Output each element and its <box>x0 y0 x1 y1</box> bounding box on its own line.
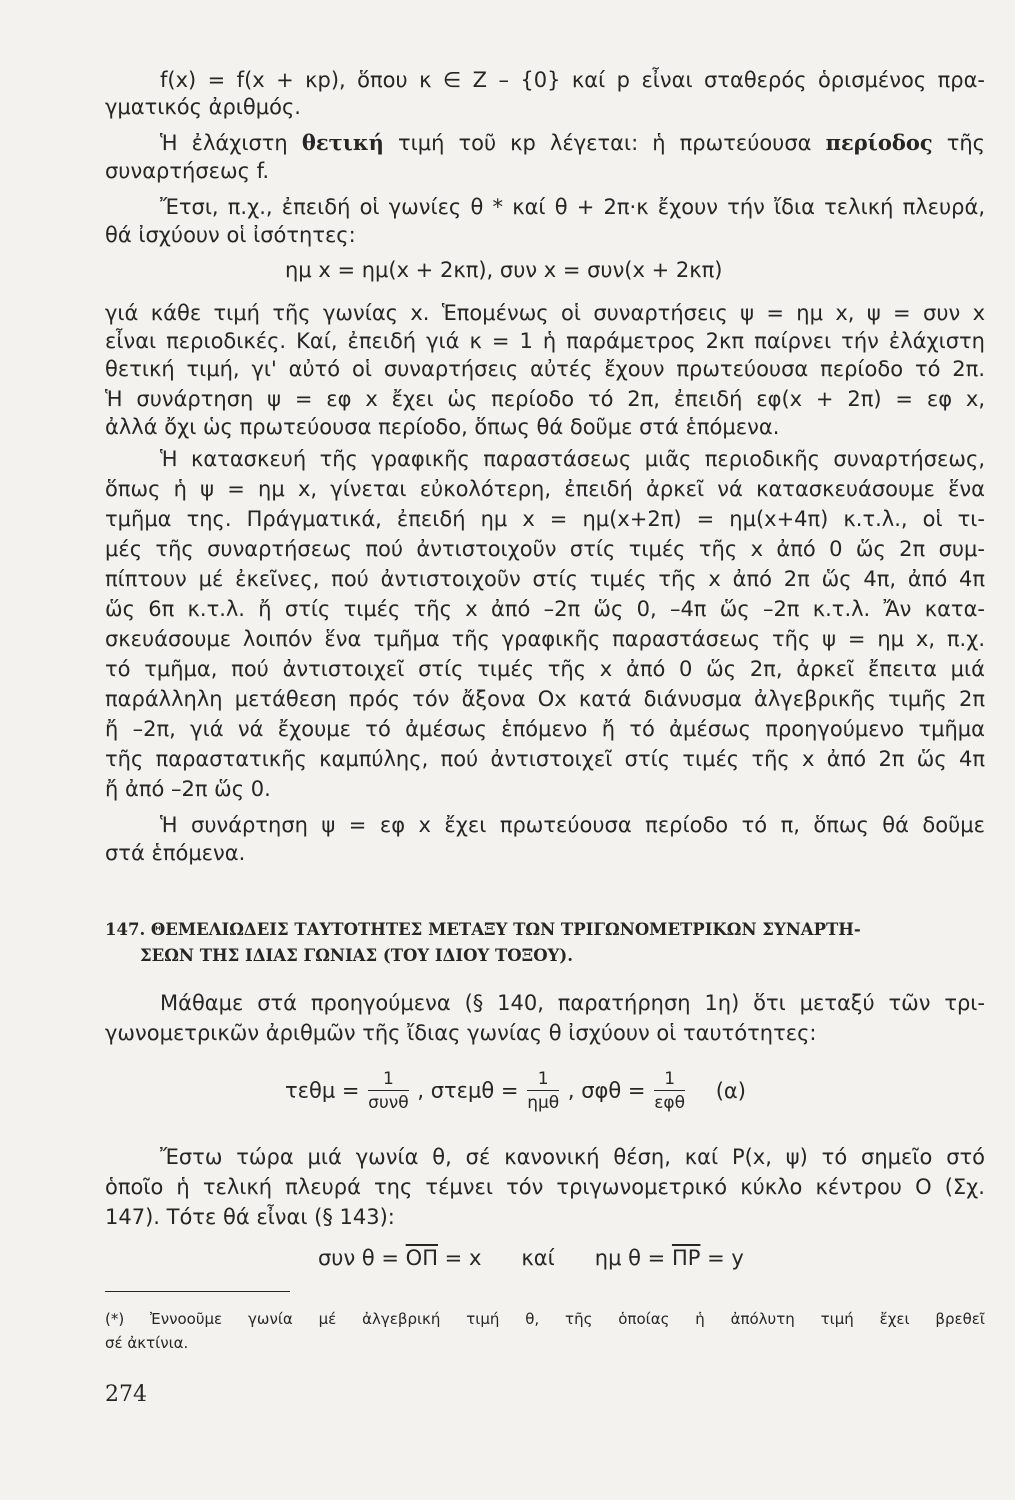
para2-text-e: τῆς <box>932 131 986 155</box>
fraction-denominator: εφθ <box>654 1093 686 1113</box>
para2-text-c: τιμή τοῦ κp λέγεται: ἡ πρωτεύουσα <box>383 131 826 155</box>
para5-line: τό τμῆμα, πού ἀντιστοιχεῖ στίς τιμές τῆς x ἀπό 0 ὥς 2π, ἀρκεῖ ἔπειτα μιά <box>105 657 985 681</box>
para5-line: σκευάσουμε λοιπόν ἕνα τμῆμα τῆς γραφικῆς παραστάσεως τῆς ψ = ημ x, π.χ. <box>105 627 985 651</box>
para2-text-a: Ἡ ἐλάχιστη <box>160 131 302 155</box>
para6-line1: Ἡ συνάρτηση ψ = εφ x ἔχει πρωτεύουσα περίοδο τό π, ὅπως θά δοῦμε <box>160 813 985 837</box>
para4-line: εἶναι περιοδικές. Καί, ἐπειδή γιά κ = 1 ἡ παράμετρος 2κπ παίρνει τήν ἐλάχιστη <box>105 329 985 353</box>
fraction-denominator: ημθ <box>527 1093 560 1113</box>
term-periodos: περίοδος <box>825 130 933 155</box>
para5-line: παράλληλη μετάθεση πρός τόν ἄξονα Ox κατά διάνυσμα ἀλγεβρικῆς τιμῆς 2π <box>105 687 985 711</box>
eq-syn-lhs: συν θ = <box>318 1246 406 1270</box>
section-heading-line1: 147. ΘΕΜΕΛΙΩΔΕΙΣ ΤΑΥΤΟΤΗΤΕΣ ΜΕΤΑΞΥ ΤΩΝ ΤΡΙΓΩΝΟΜΕΤΡΙΚΩΝ ΣΥΝΑΡΤΗ- <box>105 920 861 939</box>
sfth-lhs: , σφθ = <box>567 1078 646 1103</box>
para5-line: τμῆμα της. Πράγματικά, ἐπειδή ημ x = ημ(x+2π) = ημ(x+4π) κ.τ.λ., οἱ τι- <box>105 507 985 531</box>
para2-line2: συναρτήσεως f. <box>105 159 270 183</box>
section-heading-line2: ΣΕΩΝ ΤΗΣ ΙΔΙΑΣ ΓΩΝΙΑΣ (ΤΟΥ ΙΔΙΟΥ ΤΟΞΟΥ). <box>140 946 573 965</box>
equation-label-alpha: (α) <box>715 1078 746 1103</box>
para5-line: ἤ ἀπό –2π ὥς 0. <box>105 777 271 801</box>
fraction-1-over-efth <box>654 1068 685 1115</box>
para5-line: ὥς 6π κ.τ.λ. ἤ στίς τιμές τῆς x ἀπό –2π ὥς 0, –4π ὥς –2π κ.τ.λ. Ἄν κατα- <box>105 597 985 621</box>
footnote-line1: (*) Ἐννοοῦμε γωνία μέ ἀλγεβρική τιμή θ, τῆς ὁποίας ἡ ἀπόλυτη τιμή ἔχει βρεθεῖ <box>105 1310 985 1328</box>
footnote-line2: σέ ἀκτίνια. <box>105 1334 189 1352</box>
para1-line1: f(x) = f(x + κp), ὅπου κ ∈ Z – {0} καί p εἶναι σταθερός ὁρισμένος πρα- <box>160 68 985 92</box>
footnote-rule <box>105 1291 290 1292</box>
eq-rhs: = y <box>700 1246 744 1270</box>
para4-line: θετική τιμή, γι' αὐτό οἱ συναρτήσεις αὐτές ἔχουν πρωτεύουσα περίοδο τό 2π. <box>105 357 985 381</box>
para5-line: Ἡ κατασκευή τῆς γραφικῆς παραστάσεως μιᾶς περιοδικῆς συναρτήσεως, <box>160 447 985 471</box>
para8-line1: Ἔστω τώρα μιά γωνία θ, σέ κανονική θέση, καί P(x, ψ) τό σημεῖο στό <box>160 1145 985 1169</box>
para5-line: τῆς παραστατικῆς καμπύλης, πού ἀντιστοιχεῖ στίς τιμές τῆς x ἀπό 2π ὥς 4π <box>105 747 985 771</box>
para8-line2: ὁποῖο ἡ τελική πλευρά της τέμνει τόν τριγωνομετρικό κύκλο κέντρου O (Σχ. <box>105 1175 985 1199</box>
eq-middle: = x καί ημ θ = <box>438 1246 672 1270</box>
para4-line: γιά κάθε τιμή τῆς γωνίας x. Ἑπομένως οἱ συναρτήσεις ψ = ημ x, ψ = συν x <box>105 301 985 325</box>
para5-line: ὅπως ἡ ψ = ημ x, γίνεται εὐκολότερη, ἐπειδή ἀρκεῖ νά κατασκευάσουμε ἕνα <box>105 477 985 501</box>
para5-line: μές τῆς συναρτήσεως πού ἀντιστοιχοῦν στίς τιμές τῆς x ἀπό 0 ὥς 2π συμ- <box>105 537 985 561</box>
identities-equation <box>285 1068 746 1115</box>
fraction-numerator: 1 <box>527 1068 559 1091</box>
para3-line1: Ἔτσι, π.χ., ἐπειδή οἱ γωνίες θ * καί θ + 2π·κ ἔχουν τήν ἴδια τελική πλευρά, <box>160 195 985 219</box>
para3-line2: θά ἰσχύουν οἱ ἰσότητες: <box>105 223 356 247</box>
segment-PiP: $\overline{\Pi P}$ <box>671 1246 701 1270</box>
fraction-1-over-synth <box>368 1068 409 1115</box>
fraction-numerator: 1 <box>368 1068 409 1091</box>
fraction-1-over-imth <box>527 1068 559 1115</box>
para7-line2: γωνομετρικῶν ἀριθμῶν τῆς ἴδιας γωνίας θ ἰσχύουν οἱ ταυτότητες: <box>105 1021 817 1045</box>
tefthm-lhs: τεθμ = <box>285 1078 360 1103</box>
term-thetiki: θετική <box>301 130 384 155</box>
para4-line: Ἡ συνάρτηση ψ = εφ x ἔχει ὡς περίοδο τό 2π, ἐπειδή εφ(x + 2π) = εφ x, <box>105 387 985 411</box>
fraction-denominator: συνθ <box>368 1093 409 1113</box>
unit-circle-equation <box>318 1246 744 1270</box>
para1-line2: γματικός ἀριθμός. <box>105 95 301 119</box>
segment-OP: $\overline{O\Pi}$ <box>405 1246 438 1270</box>
para6-line2: στά ἑπόμενα. <box>105 841 246 865</box>
stemth-lhs: , στεμθ = <box>417 1078 519 1103</box>
para5-line: ἤ –2π, γιά νά ἔχουμε τό ἀμέσως ἑπόμενο ἤ τό ἀμέσως προηγούμενο τμῆμα <box>105 717 985 741</box>
fraction-numerator: 1 <box>654 1068 685 1091</box>
para8-line3: 147). Τότε θά εἶναι (§ 143): <box>105 1205 395 1229</box>
para2-line1 <box>160 130 985 156</box>
page-number: 274 <box>105 1382 147 1407</box>
para4-line: ἀλλά ὄχι ὡς πρωτεύουσα περίοδο, ὅπως θά δοῦμε στά ἑπόμενα. <box>105 415 780 439</box>
para7-line1: Μάθαμε στά προηγούμενα (§ 140, παρατήρηση 1η) ὅτι μεταξύ τῶν τρι- <box>160 991 985 1015</box>
para5-line: πίπτουν μέ ἐκεῖνες, πού ἀντιστοιχοῦν στίς τιμές τῆς x ἀπό 2π ὥς 4π, ἀπό 4π <box>105 567 985 591</box>
equation-periodic: ημ x = ημ(x + 2κπ), συν x = συν(x + 2κπ) <box>285 258 723 282</box>
